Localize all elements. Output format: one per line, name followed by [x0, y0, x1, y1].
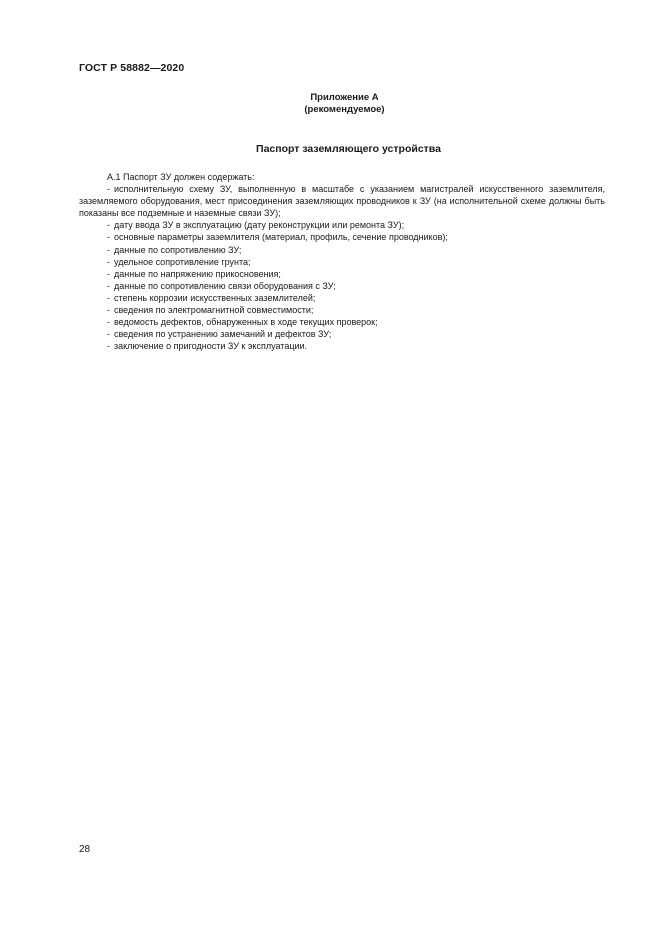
list-item-text: сведения по устранению замечаний и дефектов ЗУ; — [114, 329, 332, 340]
appendix-title: Приложение А — [310, 92, 379, 103]
list-dash: - — [107, 184, 110, 195]
list-item-text: данные по напряжению прикосновения; — [114, 268, 281, 279]
list-dash: - — [107, 220, 110, 231]
list-item — [79, 268, 605, 280]
list-dash: - — [107, 268, 110, 279]
list-item-text: сведения по электромагнитной совместимости; — [114, 305, 314, 316]
list-item — [79, 231, 605, 243]
list-dash: - — [107, 280, 110, 291]
list-item-text: ведомость дефектов, обнаруженных в ходе текущих проверок; — [114, 317, 378, 328]
requirements-list — [79, 183, 605, 352]
body-text — [79, 171, 605, 352]
list-item-text: данные по сопротивлению связи оборудования с ЗУ; — [114, 280, 336, 291]
section-title: Паспорт заземляющего устройства — [256, 143, 441, 155]
page-number: 28 — [79, 844, 91, 855]
list-item — [79, 340, 605, 352]
list-dash: - — [107, 232, 110, 243]
list-dash: - — [107, 317, 110, 328]
list-item — [79, 244, 605, 256]
standard-code-header: ГОСТ Р 58882—2020 — [79, 62, 185, 74]
list-item-text: данные по сопротивлению ЗУ; — [114, 244, 242, 255]
list-item — [79, 304, 605, 316]
list-item-text: удельное сопротивление грунта; — [114, 256, 251, 267]
intro-paragraph: А.1 Паспорт ЗУ должен содержать: — [107, 172, 255, 182]
appendix-heading — [0, 92, 661, 116]
list-dash: - — [107, 329, 110, 340]
list-dash: - — [107, 341, 110, 352]
list-item-text: степень коррозии искусственных заземлителей; — [114, 292, 316, 303]
list-item-text: заключение о пригодности ЗУ к эксплуатации. — [114, 341, 308, 352]
list-item — [79, 292, 605, 304]
list-item — [79, 183, 605, 219]
list-dash: - — [107, 305, 110, 316]
list-dash: - — [107, 256, 110, 267]
list-dash: - — [107, 244, 110, 255]
list-dash: - — [107, 292, 110, 303]
list-item-text: исполнительную схему ЗУ, выполненную в масштабе с указанием магистралей искусственного заземлителя, заземляемого оборудования, мест присоединения заземляющих проводников к ЗУ (на исполнительной схеме должны быть показаны все подземные и наземные связи ЗУ); — [79, 184, 605, 219]
list-item — [79, 219, 605, 231]
list-item — [79, 328, 605, 340]
appendix-subtitle: (рекомендуемое) — [304, 104, 385, 115]
list-item — [79, 256, 605, 268]
list-item-text: дату ввода ЗУ в эксплуатацию (дату реконструкции или ремонта ЗУ); — [114, 220, 405, 231]
list-item-text: основные параметры заземлителя (материал, профиль, сечение проводников); — [114, 232, 448, 243]
list-item — [79, 316, 605, 328]
list-item — [79, 280, 605, 292]
